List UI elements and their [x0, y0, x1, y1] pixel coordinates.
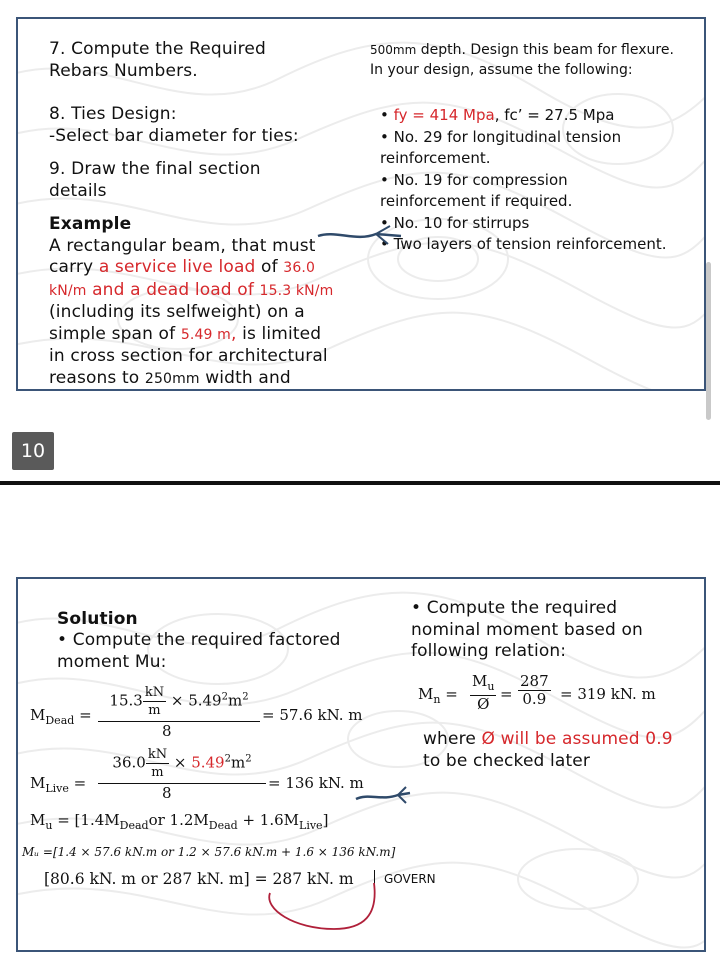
- where-note: where Ø will be assumed 0.9 to be checked later: [423, 729, 673, 771]
- mu-values: Mᵤ =[1.4 × 57.6 kN.m or 1.2 × 57.6 kN.m + 1.6 × 136 kN.m]: [22, 845, 396, 859]
- step-8: [49, 104, 299, 147]
- page-number-badge: 10: [12, 432, 54, 470]
- slide-bottom: [16, 577, 706, 952]
- assumption-no29: • No. 29 for longitudinal tension: [380, 127, 622, 146]
- example-line1: A rectangular beam, that must: [49, 235, 316, 256]
- right-bullet: • Compute the required nominal moment based on following relation:: [411, 598, 643, 661]
- example-line4: (including its selfweight) on a: [49, 302, 305, 322]
- right-line2: In your design, assume the following:: [370, 62, 633, 78]
- step-8-line2: -Select bar diameter for ties:: [49, 125, 299, 146]
- example-line6: in cross section for architectural: [49, 346, 328, 366]
- example-line3: kN/m and a dead load of 15.3 kN/m: [49, 279, 334, 300]
- pen-underline-annotation: [264, 879, 384, 935]
- example-heading: Example: [49, 214, 132, 234]
- assumption-no19: • No. 19 for compression: [380, 170, 568, 189]
- solution-heading: Solution: [57, 609, 138, 629]
- mlive-equation: $M_{Live}$ = 36.0 $\frac{kN}{m}$ × $5.49^2m^2$ 8 = 136 kN. m: [30, 747, 364, 802]
- govern-label: GOVERN: [384, 872, 436, 886]
- mu-formula: $M_u = [1.4M_{Dead}or$ $1.2M_{Dead} + 1.6M_{Live}$]: [30, 811, 329, 832]
- assumption-fy: • fy = 414 Mpa, fc’ = 27.5 Mpa: [380, 106, 615, 124]
- example-line5: simple span of 5.49 m, is limited: [49, 323, 322, 344]
- pen-arrow-annotation: [316, 222, 406, 252]
- assumption-layers: • Two layers of tension reinforcement.: [380, 235, 667, 253]
- pen-arrow-annotation-2: [354, 785, 414, 807]
- mn-equation: $M_n$ = $\frac{M_u}{Ø}$ = $\frac{287}{0.9}$ = 319 kN. m: [418, 672, 656, 713]
- scrollbar[interactable]: [706, 262, 711, 420]
- example-line2: carry a service live load of 36.0: [49, 257, 316, 277]
- solution-bullet: • Compute the required factored moment Mu:: [57, 630, 341, 672]
- assumption-no19-cont: reinforcement if required.: [380, 192, 573, 210]
- assumptions-list: [380, 105, 700, 256]
- assumption-no29-cont: reinforcement.: [380, 149, 491, 167]
- page-divider: [0, 481, 720, 485]
- step-9-line1: 9. Draw the final section: [49, 159, 261, 179]
- example-line7: reasons to 250mm width and: [49, 367, 291, 388]
- slide-top: [16, 17, 706, 391]
- assumption-no10: • No. 10 for stirrups: [380, 213, 530, 232]
- step-9: [49, 159, 261, 202]
- step-7: [49, 39, 266, 82]
- right-line1: 500mm depth. Design this beam for flexure.: [370, 42, 674, 58]
- step-8-line1: 8. Ties Design:: [49, 104, 177, 124]
- mu-result: [80.6 kN. m or 287 kN. m] = 287 kN. m: [44, 870, 354, 888]
- step-7-line1: 7. Compute the Required: [49, 39, 266, 59]
- mdead-equation: $M_{Dead}$ = 15.3 $\frac{kN}{m}$ × $5.49^2m^2$ 8 = 57.6 kN. m: [30, 685, 363, 740]
- right-paragraph: [370, 40, 700, 80]
- step-9-line2: details: [49, 180, 107, 201]
- step-7-line2: Rebars Numbers.: [49, 60, 198, 81]
